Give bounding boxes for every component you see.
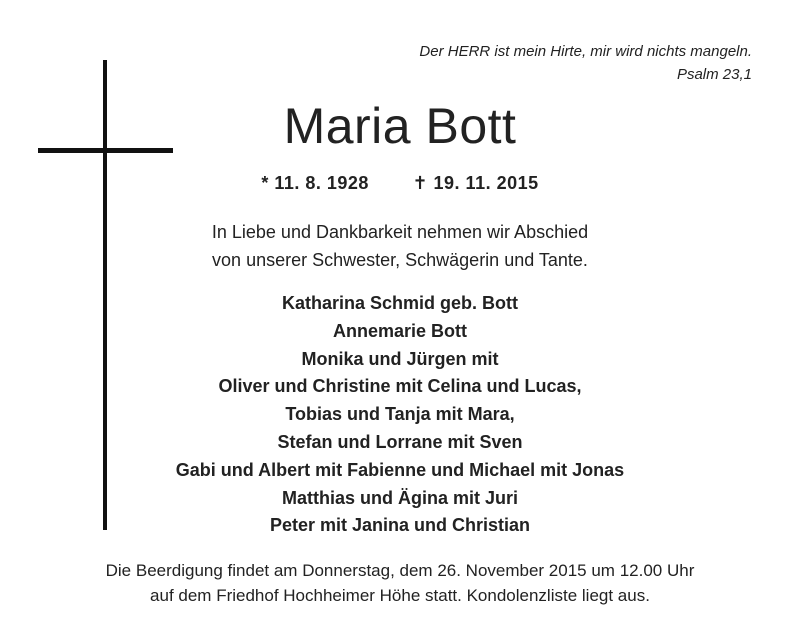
- mourner-line: Tobias und Tanja mit Mara,: [285, 404, 515, 425]
- farewell-message: [0, 218, 800, 274]
- funeral-line: Die Beerdigung findet am Donnerstag, dem 26. November 2015 um 12.00 Uhr: [105, 561, 695, 580]
- mourner-line: Annemarie Bott: [332, 320, 467, 341]
- quote-reference: Psalm 23,1: [676, 66, 752, 83]
- birth-date: * 11. 8. 1928: [261, 173, 369, 193]
- life-dates: [0, 170, 800, 196]
- quote-text: Der HERR ist mein Hirte, mir wird nichts mangeln.: [419, 43, 752, 60]
- mourners-list: [0, 290, 800, 540]
- psalm-quote: [312, 40, 752, 86]
- mourner-line: Gabi und Albert mit Fabienne und Michael mit Jonas: [175, 459, 625, 480]
- mourner-line: Katharina Schmid geb. Bott: [281, 293, 519, 313]
- funeral-line: auf dem Friedhof Hochheimer Höhe statt. Kondolenzliste liegt aus.: [150, 586, 650, 605]
- mourner-line: Monika und Jürgen mit: [301, 348, 499, 369]
- funeral-details: [0, 558, 800, 608]
- deceased-name: Maria Bott: [283, 98, 517, 154]
- mourner-line: Peter mit Janina und Christian: [269, 515, 531, 536]
- death-date: ✝ 19. 11. 2015: [412, 173, 539, 193]
- mourner-line: Stefan und Lorrane mit Sven: [277, 431, 523, 452]
- message-line: von unserer Schwester, Schwägerin und Tante.: [212, 250, 588, 270]
- mourner-line: Oliver und Christine mit Celina und Lucas,: [218, 376, 582, 397]
- message-line: In Liebe und Dankbarkeit nehmen wir Abschied: [211, 222, 589, 242]
- mourner-line: Matthias und Ägina mit Juri: [281, 487, 518, 508]
